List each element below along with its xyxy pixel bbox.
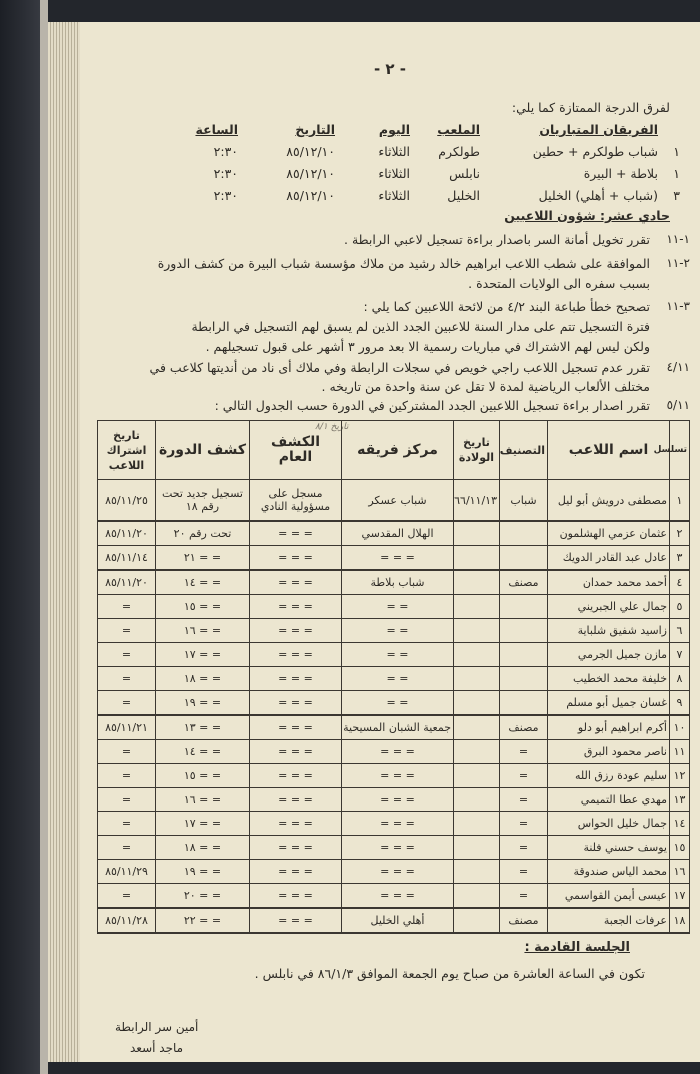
general-list: = = =	[250, 546, 342, 571]
player-club: = =	[342, 595, 454, 619]
join-date: ٨٥/١١/٢٨	[98, 908, 156, 933]
player-club: = = =	[342, 884, 454, 909]
players-register-table	[97, 420, 690, 934]
birth-date	[454, 788, 500, 812]
item-line: الموافقة على شطب اللاعب ابراهيم خالد رشيد من ملاك مؤسسة شباب البيرة من كشف الدورة	[157, 256, 650, 271]
general-list: = = =	[250, 860, 342, 884]
general-list: = = =	[250, 595, 342, 619]
player-class: =	[500, 764, 548, 788]
row-seq: ٨	[670, 667, 690, 691]
row-seq: ١٧	[670, 884, 690, 909]
page-number: - ٢ -	[373, 60, 407, 78]
general-list: = = =	[250, 643, 342, 667]
player-class: شباب	[500, 480, 548, 522]
match-date: ٨٥/١٢/١٠	[286, 166, 335, 181]
join-date: =	[98, 595, 156, 619]
player-class: =	[500, 740, 548, 764]
player-class	[500, 546, 548, 571]
player-name: زاسيد شفيق شلباية	[548, 619, 670, 643]
tournament-list: = = ١٦	[156, 788, 250, 812]
header-name: اسم اللاعب	[548, 421, 670, 480]
register-row	[98, 764, 690, 788]
join-date: ٨٥/١١/٢٥	[98, 480, 156, 522]
next-session-text: تكون في الساعة العاشرة من صباح يوم الجمعة الموافق ٨٦/١/٣ في نابلس .	[254, 966, 645, 981]
row-seq: ١٨	[670, 908, 690, 933]
player-name: عثمان عزمي الهشلمون	[548, 521, 670, 546]
item-number: ١-١١	[666, 232, 690, 246]
general-list: = = =	[250, 836, 342, 860]
player-club: = = =	[342, 812, 454, 836]
player-name: عرفات الجعبة	[548, 908, 670, 933]
player-club: شباب عسكر	[342, 480, 454, 522]
player-club: = = =	[342, 836, 454, 860]
join-date: ٨٥/١١/٢١	[98, 715, 156, 740]
item-number: ٤/١١	[666, 360, 690, 374]
register-row	[98, 667, 690, 691]
tournament-list: = = ١٥	[156, 595, 250, 619]
match-time: ٢:٣٠	[213, 144, 238, 159]
register-row	[98, 691, 690, 716]
birth-date	[454, 667, 500, 691]
player-class: =	[500, 860, 548, 884]
header-birth: تاريخ الولادة	[454, 421, 500, 480]
player-class	[500, 521, 548, 546]
birth-date	[454, 643, 500, 667]
register-row	[98, 860, 690, 884]
register-row	[98, 595, 690, 619]
header-tournament-list: كشف الدورة	[156, 421, 250, 480]
match-day: الثلاثاء	[378, 144, 410, 159]
player-class: مصنف	[500, 908, 548, 933]
header-club: مركز فريقه	[342, 421, 454, 480]
header-join-date: تاريخ اشتراك اللاعب	[98, 421, 156, 480]
birth-date	[454, 860, 500, 884]
birth-date	[454, 908, 500, 933]
match-teams: (شباب + أهلي) الخليل	[538, 188, 658, 203]
join-date: ٨٥/١١/٢٠	[98, 570, 156, 595]
match-stadium: الخليل	[447, 188, 480, 203]
join-date: =	[98, 788, 156, 812]
register-row	[98, 836, 690, 860]
birth-date	[454, 619, 500, 643]
birth-date	[454, 740, 500, 764]
match-date: ٨٥/١٢/١٠	[286, 188, 335, 203]
register-row	[98, 480, 690, 522]
player-class: مصنف	[500, 570, 548, 595]
register-row	[98, 643, 690, 667]
book-cover	[0, 0, 44, 1074]
player-name: مازن جميل الجرمي	[548, 643, 670, 667]
item-line: بسبب سفره الى الولايات المتحدة .	[468, 276, 650, 291]
header-seq: تسلسل	[670, 421, 690, 480]
general-list: = = =	[250, 764, 342, 788]
player-name: عادل عبد القادر الدويك	[548, 546, 670, 571]
player-class	[500, 667, 548, 691]
tournament-list: = = ١٣	[156, 715, 250, 740]
join-date: =	[98, 740, 156, 764]
match-day: الثلاثاء	[378, 188, 410, 203]
row-seq: ٧	[670, 643, 690, 667]
join-date: =	[98, 691, 156, 716]
section-title: حادي عشر: شؤون اللاعبين	[504, 208, 670, 223]
player-club: = = =	[342, 764, 454, 788]
tournament-list: = = ٢٢	[156, 908, 250, 933]
general-list: = = =	[250, 740, 342, 764]
tournament-list: = = ١٦	[156, 619, 250, 643]
player-name: عيسى أيمن القواسمي	[548, 884, 670, 909]
item-number: ٣-١١	[666, 299, 690, 313]
item-line: فترة التسجيل تتم على مدار السنة للاعبين الجدد الذين لم يسبق لهم التسجيل في الرابطة	[191, 319, 650, 334]
join-date: =	[98, 764, 156, 788]
tournament-list: = = ١٩	[156, 860, 250, 884]
register-row	[98, 570, 690, 595]
row-seq: ٤	[670, 570, 690, 595]
general-list: = = =	[250, 570, 342, 595]
signature-title: أمين سر الرابطة	[115, 1020, 199, 1034]
join-date: =	[98, 643, 156, 667]
match-number: ١	[673, 166, 680, 181]
join-date: =	[98, 836, 156, 860]
header-general-list: الكشف العام	[250, 421, 342, 480]
matches-header-row	[90, 122, 680, 144]
tournament-list: = = ١٨	[156, 667, 250, 691]
tournament-list: = = ١٧	[156, 643, 250, 667]
player-club: أهلي الخليل	[342, 908, 454, 933]
item-line: تصحيح خطأ طباعة البند ٤/٢ من لائحة اللاعبين كما يلي :	[363, 299, 650, 314]
item-line: مختلف الألعاب الرياضية لمدة لا تقل عن سنة واحدة من تاريخه .	[321, 379, 650, 394]
general-list: = = =	[250, 667, 342, 691]
player-name: سليم عودة رزق الله	[548, 764, 670, 788]
register-body	[98, 480, 690, 934]
match-date: ٨٥/١٢/١٠	[286, 144, 335, 159]
row-seq: ١٥	[670, 836, 690, 860]
match-teams: شباب طولكرم + حطين	[532, 144, 658, 159]
register-row	[98, 788, 690, 812]
row-seq: ٣	[670, 546, 690, 571]
general-list: = = =	[250, 788, 342, 812]
birth-date	[454, 570, 500, 595]
match-row	[90, 166, 680, 188]
player-name: جمال خليل الحواس	[548, 812, 670, 836]
birth-date: ٦٦/١١/١٣	[454, 480, 500, 522]
birth-date	[454, 884, 500, 909]
item-line: تقرر عدم تسجيل اللاعب راجي خويص في سجلات الرابطة وفي ملاك أى ناد من أنديتها كلاعب في	[149, 360, 650, 375]
row-seq: ١٢	[670, 764, 690, 788]
join-date: =	[98, 884, 156, 909]
match-number: ٣	[673, 188, 680, 203]
binding-strip	[40, 0, 48, 1074]
player-class: مصنف	[500, 715, 548, 740]
register-row	[98, 546, 690, 571]
general-list: = = =	[250, 884, 342, 909]
header-date: التاريخ	[295, 122, 335, 137]
player-club: = =	[342, 643, 454, 667]
row-seq: ١	[670, 480, 690, 522]
player-club: الهلال المقدسي	[342, 521, 454, 546]
tournament-list: = = ١٩	[156, 691, 250, 716]
matches-intro: لفرق الدرجة الممتازة كما يلي:	[511, 100, 670, 115]
item-number: ٥/١١	[666, 398, 690, 412]
tournament-list: = = ٢١	[156, 546, 250, 571]
birth-date	[454, 521, 500, 546]
match-time: ٢:٣٠	[213, 166, 238, 181]
player-class: =	[500, 788, 548, 812]
player-club: = =	[342, 667, 454, 691]
match-teams: بلاطة + البيرة	[583, 166, 658, 181]
join-date: =	[98, 619, 156, 643]
join-date: ٨٥/١١/١٤	[98, 546, 156, 571]
player-club: = = =	[342, 546, 454, 571]
general-list: = = =	[250, 715, 342, 740]
player-name: أحمد محمد حمدان	[548, 570, 670, 595]
match-row	[90, 144, 680, 166]
register-row	[98, 884, 690, 909]
row-seq: ٦	[670, 619, 690, 643]
header-stadium: الملعب	[437, 122, 480, 137]
match-day: الثلاثاء	[378, 166, 410, 181]
register-row	[98, 908, 690, 933]
handwritten-scribble: تاريخ ٨/١	[315, 422, 349, 432]
player-club: = = =	[342, 740, 454, 764]
header-time: الساعة	[195, 122, 238, 137]
match-stadium: نابلس	[449, 166, 480, 181]
player-name: يوسف حسني فلنة	[548, 836, 670, 860]
birth-date	[454, 764, 500, 788]
player-class: =	[500, 812, 548, 836]
birth-date	[454, 715, 500, 740]
tournament-list: = = ١٨	[156, 836, 250, 860]
header-class: التصنيف	[500, 421, 548, 480]
join-date: =	[98, 812, 156, 836]
birth-date	[454, 595, 500, 619]
general-list: = = =	[250, 908, 342, 933]
player-club: = =	[342, 619, 454, 643]
item-line: تقرر تخويل أمانة السر باصدار براءة تسجيل لاعبي الرابطة .	[344, 232, 650, 247]
document-page	[80, 22, 700, 1062]
general-list: = = =	[250, 812, 342, 836]
player-club: = =	[342, 691, 454, 716]
general-list: = = =	[250, 521, 342, 546]
header-day: اليوم	[378, 122, 410, 137]
row-seq: ١٦	[670, 860, 690, 884]
row-seq: ١٤	[670, 812, 690, 836]
item-line: ولكن ليس لهم الاشتراك في مباريات رسمية الا بعد مرور ٣ أشهر على قبول تسجيلهم .	[205, 339, 650, 354]
player-name: غسان جميل أبو مسلم	[548, 691, 670, 716]
page-edges	[48, 22, 82, 1062]
player-class	[500, 619, 548, 643]
register-row	[98, 740, 690, 764]
register-row	[98, 812, 690, 836]
join-date: ٨٥/١١/٢٩	[98, 860, 156, 884]
birth-date	[454, 691, 500, 716]
player-club: = = =	[342, 788, 454, 812]
player-club: = = =	[342, 860, 454, 884]
player-name: ناصر محمود البرق	[548, 740, 670, 764]
item-line: تقرر اصدار براءة تسجيل اللاعبين الجدد المشتركين في الدورة حسب الجدول التالي :	[214, 398, 650, 413]
player-name: أكرم ابراهيم أبو دلو	[548, 715, 670, 740]
tournament-list: تسجيل جديد تحت رقم ١٨	[156, 480, 250, 522]
player-name: محمد الياس صندوقة	[548, 860, 670, 884]
match-row	[90, 188, 680, 210]
player-class	[500, 691, 548, 716]
register-row	[98, 715, 690, 740]
item-number: ٢-١١	[666, 256, 690, 270]
player-club: شباب بلاطة	[342, 570, 454, 595]
general-list: = = =	[250, 619, 342, 643]
tournament-list: = = ١٧	[156, 812, 250, 836]
birth-date	[454, 812, 500, 836]
general-list: مسجل على مسؤولية النادي	[250, 480, 342, 522]
register-header-row	[98, 421, 690, 480]
birth-date	[454, 546, 500, 571]
player-class	[500, 595, 548, 619]
player-class	[500, 643, 548, 667]
row-seq: ١١	[670, 740, 690, 764]
register-row	[98, 521, 690, 546]
row-seq: ١٠	[670, 715, 690, 740]
join-date: ٨٥/١١/٢٠	[98, 521, 156, 546]
row-seq: ٢	[670, 521, 690, 546]
birth-date	[454, 836, 500, 860]
row-seq: ٥	[670, 595, 690, 619]
matches-table	[90, 122, 680, 203]
tournament-list: = = ١٥	[156, 764, 250, 788]
tournament-list: تحت رقم ٢٠	[156, 521, 250, 546]
next-session-title: الجلسة القادمة :	[524, 940, 630, 955]
general-list: = = =	[250, 691, 342, 716]
player-class: =	[500, 884, 548, 909]
match-number: ١	[673, 144, 680, 159]
tournament-list: = = ٢٠	[156, 884, 250, 909]
player-class: =	[500, 836, 548, 860]
row-seq: ١٣	[670, 788, 690, 812]
header-teams: الفريقان المتباريان	[539, 122, 658, 137]
player-name: جمال علي الجبريني	[548, 595, 670, 619]
row-seq: ٩	[670, 691, 690, 716]
tournament-list: = = ١٤	[156, 740, 250, 764]
player-name: خليفة محمد الخطيب	[548, 667, 670, 691]
player-club: جمعية الشبان المسيحية	[342, 715, 454, 740]
register-row	[98, 619, 690, 643]
join-date: =	[98, 667, 156, 691]
match-time: ٢:٣٠	[213, 188, 238, 203]
match-stadium: طولكرم	[438, 144, 480, 159]
player-name: مصطفى درويش أبو ليل	[548, 480, 670, 522]
signature-name: ماجد أسعد	[130, 1041, 184, 1055]
player-name: مهدي عطا التميمي	[548, 788, 670, 812]
tournament-list: = = ١٤	[156, 570, 250, 595]
